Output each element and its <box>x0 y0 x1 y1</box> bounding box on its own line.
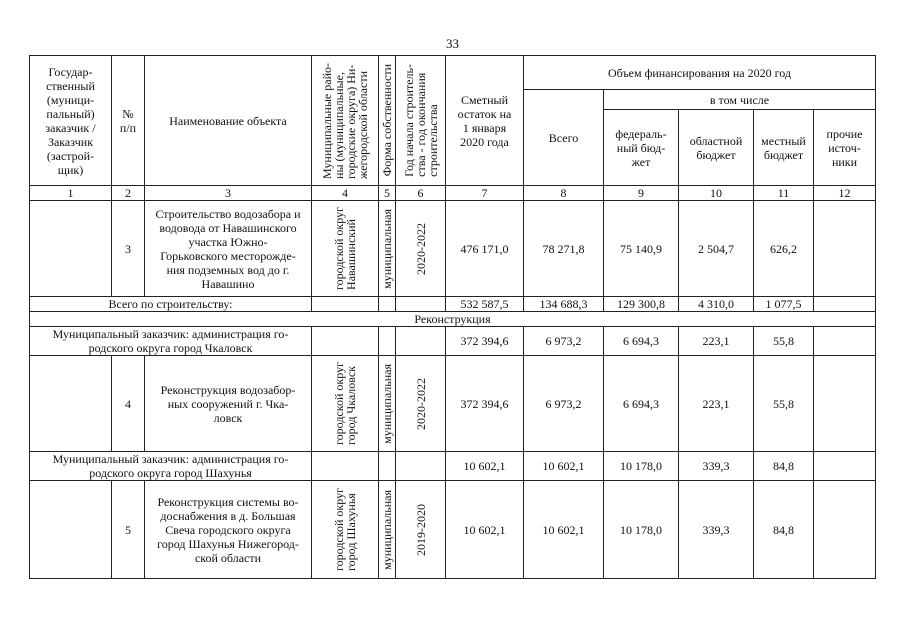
header-municipal: Муниципальные райо- ны (муниципальные, городские округа) Ни- жегородской области <box>312 56 379 186</box>
cell-empty <box>312 327 379 356</box>
cell-empty <box>312 297 379 312</box>
col-number: 3 <box>145 186 312 201</box>
municipal-cell: городской округ город Шахунья <box>312 481 379 579</box>
other-cell <box>814 356 876 452</box>
customer-row <box>30 327 876 356</box>
section-heading: Реконструкция <box>30 312 876 327</box>
ownership-cell: муниципальная <box>379 201 396 297</box>
other-cell <box>814 201 876 297</box>
page-number: 33 <box>446 36 459 51</box>
total-cell: 134 688,3 <box>524 297 604 312</box>
cell-empty <box>379 452 396 481</box>
header-years: Год начала строитель- ства - год окончания строительства <box>396 56 446 186</box>
column-numbers-row <box>30 186 876 201</box>
years-cell: 2020-2022 <box>396 356 446 452</box>
header-total: Всего <box>524 90 604 186</box>
cell-empty <box>396 297 446 312</box>
header-federal: федераль- ный бюд- жет <box>604 110 679 186</box>
total-cell: 78 271,8 <box>524 201 604 297</box>
regional-cell: 4 310,0 <box>679 297 754 312</box>
cell-empty <box>30 356 112 452</box>
total-cell: 6 973,2 <box>524 356 604 452</box>
other-cell <box>814 297 876 312</box>
local-cell: 84,8 <box>754 481 814 579</box>
header-num: № п/п <box>112 56 145 186</box>
balance-cell: 532 587,5 <box>446 297 524 312</box>
customer-label: Муниципальный заказчик: администрация го- родского округа город Чкаловск <box>30 327 312 356</box>
col-number: 1 <box>30 186 112 201</box>
local-cell: 55,8 <box>754 356 814 452</box>
total-cell: 10 602,1 <box>524 452 604 481</box>
federal-cell: 6 694,3 <box>604 327 679 356</box>
col-number: 4 <box>312 186 379 201</box>
balance-cell: 10 602,1 <box>446 481 524 579</box>
col-number: 7 <box>446 186 524 201</box>
cell-empty <box>312 452 379 481</box>
header-local: местный бюджет <box>754 110 814 186</box>
regional-cell: 2 504,7 <box>679 201 754 297</box>
cell-empty <box>379 327 396 356</box>
regional-cell: 339,3 <box>679 481 754 579</box>
balance-cell: 10 602,1 <box>446 452 524 481</box>
total-label: Всего по строительству: <box>30 297 312 312</box>
table-row <box>30 201 876 297</box>
row-num: 4 <box>112 356 145 452</box>
table-row <box>30 356 876 452</box>
header-other: прочие источ- ники <box>814 110 876 186</box>
years-cell: 2019-2020 <box>396 481 446 579</box>
header-including: в том числе <box>604 90 876 110</box>
municipal-cell: городской округ город Чкаловск <box>312 356 379 452</box>
header-balance: Сметный остаток на 1 января 2020 года <box>446 56 524 186</box>
cell-empty <box>30 201 112 297</box>
ownership-cell: муниципальная <box>379 481 396 579</box>
col-number: 9 <box>604 186 679 201</box>
total-cell: 10 602,1 <box>524 481 604 579</box>
col-number: 8 <box>524 186 604 201</box>
header-object-name: Наименование объекта <box>145 56 312 186</box>
col-number: 11 <box>754 186 814 201</box>
col-number: 5 <box>379 186 396 201</box>
federal-cell: 6 694,3 <box>604 356 679 452</box>
header-ownership: Форма собственности <box>379 56 396 186</box>
local-cell: 84,8 <box>754 452 814 481</box>
balance-cell: 476 171,0 <box>446 201 524 297</box>
local-cell: 1 077,5 <box>754 297 814 312</box>
col-number: 12 <box>814 186 876 201</box>
customer-label: Муниципальный заказчик: администрация го- родского округа город Шахунья <box>30 452 312 481</box>
balance-cell: 372 394,6 <box>446 356 524 452</box>
col-number: 6 <box>396 186 446 201</box>
total-cell: 6 973,2 <box>524 327 604 356</box>
object-name: Реконструкция водозабор- ных сооружений г. Чка- ловск <box>145 356 312 452</box>
financing-table <box>29 55 876 579</box>
header-regional: областной бюджет <box>679 110 754 186</box>
total-row <box>30 297 876 312</box>
cell-empty <box>396 327 446 356</box>
other-cell <box>814 481 876 579</box>
federal-cell: 10 178,0 <box>604 481 679 579</box>
row-num: 5 <box>112 481 145 579</box>
customer-row <box>30 452 876 481</box>
federal-cell: 129 300,8 <box>604 297 679 312</box>
object-name: Строительство водозабора и водовода от Навашинского участка Южно- Горьковского месторожде- ния подземных вод до г. Навашино <box>145 201 312 297</box>
header-funding: Объем финансирования на 2020 год <box>524 56 876 90</box>
cell-empty <box>396 452 446 481</box>
regional-cell: 223,1 <box>679 356 754 452</box>
table-row <box>30 481 876 579</box>
municipal-cell: городской округ Навашинский <box>312 201 379 297</box>
other-cell <box>814 327 876 356</box>
cell-empty <box>379 297 396 312</box>
col-number: 2 <box>112 186 145 201</box>
years-cell: 2020-2022 <box>396 201 446 297</box>
federal-cell: 75 140,9 <box>604 201 679 297</box>
ownership-cell: муниципальная <box>379 356 396 452</box>
header-customer: Государ- ственный (муници- пальный) заказчик / Заказчик (застрой- щик) <box>30 56 112 186</box>
local-cell: 626,2 <box>754 201 814 297</box>
object-name: Реконструкция системы во- доснабжения в д. Большая Свеча городского округа город Шахунья Нижегород- ской области <box>145 481 312 579</box>
other-cell <box>814 452 876 481</box>
regional-cell: 223,1 <box>679 327 754 356</box>
cell-empty <box>30 481 112 579</box>
balance-cell: 372 394,6 <box>446 327 524 356</box>
regional-cell: 339,3 <box>679 452 754 481</box>
row-num: 3 <box>112 201 145 297</box>
col-number: 10 <box>679 186 754 201</box>
federal-cell: 10 178,0 <box>604 452 679 481</box>
local-cell: 55,8 <box>754 327 814 356</box>
